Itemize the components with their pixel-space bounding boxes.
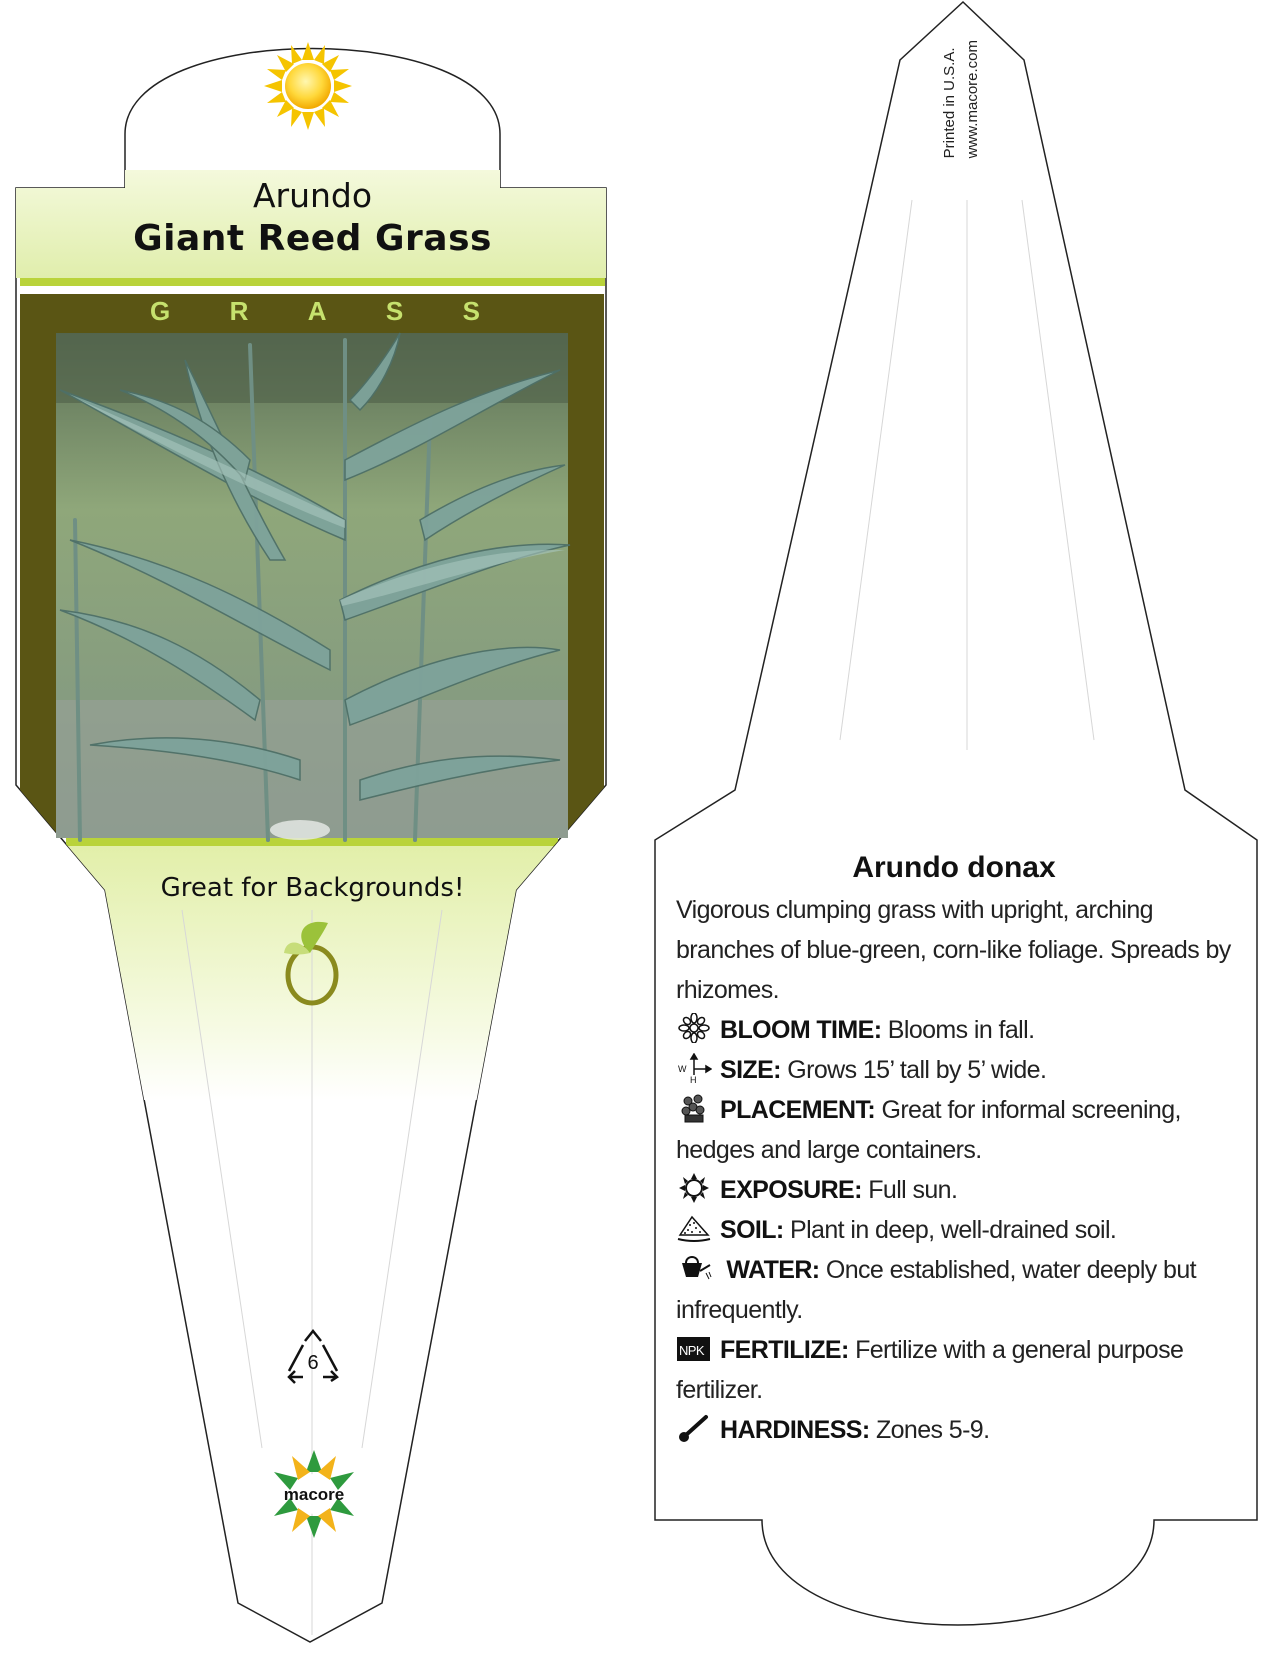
care-text: Full sun. xyxy=(868,1176,958,1204)
tagline: Great for Backgrounds! xyxy=(160,873,465,903)
placement-icon xyxy=(676,1093,712,1123)
thermometer-icon xyxy=(676,1413,712,1443)
recycle-code: 6 xyxy=(307,1352,319,1374)
care-item-size xyxy=(676,1050,1256,1090)
care-label: PLACEMENT: xyxy=(720,1096,876,1124)
printed-in: Printed in U.S.A. xyxy=(941,47,958,159)
soil-icon xyxy=(676,1213,712,1243)
care-label: EXPOSURE: xyxy=(720,1176,862,1204)
category-letter: R xyxy=(229,296,249,326)
care-item-water xyxy=(676,1250,1256,1330)
care-item-placement xyxy=(676,1090,1256,1170)
care-text: Great for informal screening, hedges and large containers. xyxy=(676,1096,1181,1164)
care-label: HARDINESS: xyxy=(720,1416,870,1444)
care-text: Blooms in fall. xyxy=(887,1016,1035,1044)
sun-icon xyxy=(264,42,352,130)
care-text: Once established, water deeply but infrequently. xyxy=(676,1256,1196,1324)
care-text: Grows 15’ tall by 5’ wide. xyxy=(787,1056,1047,1084)
category-letter: S xyxy=(385,296,404,326)
care-text: Zones 5-9. xyxy=(875,1416,990,1444)
svg-text:H: H xyxy=(690,1075,696,1083)
svg-text:W: W xyxy=(678,1064,686,1074)
npk-icon xyxy=(676,1333,712,1363)
care-item-exposure xyxy=(676,1170,1256,1210)
care-label: FERTILIZE: xyxy=(720,1336,849,1364)
care-label: BLOOM TIME: xyxy=(720,1016,882,1044)
print-info xyxy=(938,40,984,158)
care-item-bloom-time xyxy=(676,1010,1256,1050)
care-item-hardiness xyxy=(676,1410,1256,1450)
category-letter: G xyxy=(150,296,171,326)
plant-common-name: Giant Reed Grass xyxy=(133,218,492,259)
size-icon xyxy=(676,1053,712,1083)
sun-outline-icon xyxy=(676,1173,712,1203)
care-item-fertilize xyxy=(676,1330,1256,1410)
care-item-soil xyxy=(676,1210,1256,1250)
watering-can-icon xyxy=(676,1253,712,1283)
scientific-name: Arundo donax xyxy=(852,851,1056,884)
category-letter: S xyxy=(462,296,480,326)
care-text: Plant in deep, well-drained soil. xyxy=(790,1216,1117,1244)
care-label: SOIL: xyxy=(720,1216,784,1244)
care-info xyxy=(676,848,1256,1450)
website: www.macore.com xyxy=(964,40,981,159)
plant-photo xyxy=(56,333,570,840)
brand-name: macore xyxy=(283,1485,345,1504)
plant-genus: Arundo xyxy=(252,176,373,215)
description: Vigorous clumping grass with upright, arching branches of blue-green, corn-like foliage. Spreads by rhizomes. xyxy=(676,896,1231,1004)
svg-text:NPK: NPK xyxy=(679,1343,704,1358)
care-label: WATER: xyxy=(726,1256,820,1284)
care-label: SIZE: xyxy=(720,1056,781,1084)
category-letter: A xyxy=(307,296,327,326)
category-label xyxy=(150,296,480,327)
care-text: Fertilize with a general purpose fertilizer. xyxy=(676,1336,1184,1404)
flower-icon xyxy=(676,1013,712,1043)
